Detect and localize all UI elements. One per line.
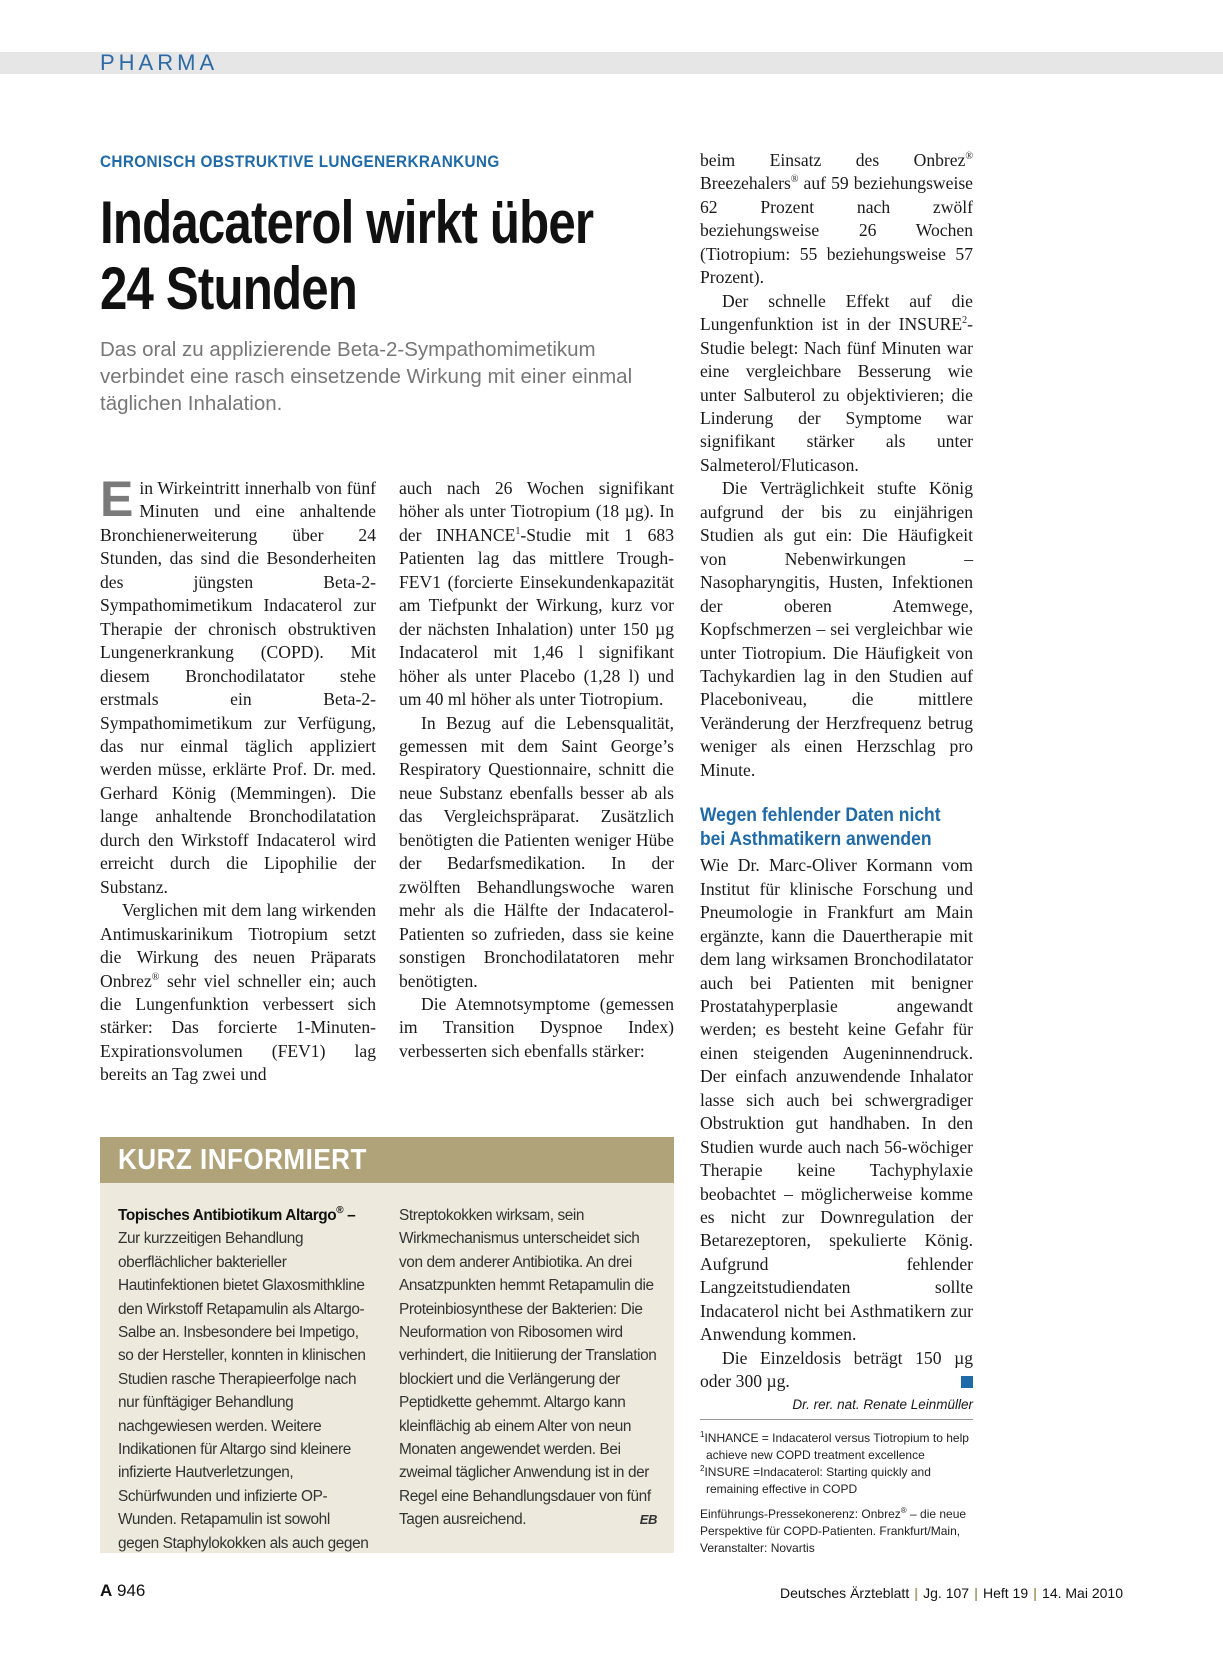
paragraph-dose (700, 1347, 973, 1394)
paragraph-comparison (100, 899, 376, 1087)
end-mark-icon (961, 1376, 973, 1388)
press-conference-note (700, 1506, 973, 1557)
title-line-2: 24 Stunden (100, 255, 357, 322)
body-column-3 (700, 149, 973, 1416)
registered-mark: ® (151, 971, 160, 983)
author-byline: Dr. rer. nat. Renate Leinmüller (792, 1396, 973, 1412)
page-number (100, 1580, 145, 1602)
paragraph-text: Breezehalers (700, 173, 791, 194)
paragraph-text: Die Atemnotsymptome (gemessen im Transition Dyspnoe Index) verbesserten sich ebenfalls stärker: (399, 993, 674, 1061)
footnote-text: INHANCE = Indacaterol versus Tiotropium to help achieve new COPD treatment excellence (704, 1431, 969, 1462)
separator: | (974, 1585, 978, 1601)
title-line-1: Indacaterol wirkt über (100, 189, 594, 256)
footnote-1 (700, 1430, 973, 1464)
registered-mark: ® (965, 151, 973, 162)
paragraph-tolerability: Die Verträglichkeit stufte König aufgrund der bis zu einjährigen Studien als gut ein: Die Häufigkeit von Nebenwirkungen – Nasopharyngitis, Husten, Infektionen der oberen Atemwege, Kopfschmerzen – sei vergleichbar wie unter Tiotropium. Die Häufigkeit von Tachykardien lag in den Studien auf Placeboniveau, die mittlere Veränderung der Herzfrequenz betrug weniger als einen Herzschlag pro Minute. (700, 478, 973, 780)
paragraph-text: auch nach 26 Wochen signifikant höher als unter Tiotropium (18 µg). In der INHANCE (399, 478, 674, 545)
body-column-1 (100, 471, 376, 1087)
body-column-2 (399, 477, 674, 1063)
paragraph-text: beim Einsatz des Onbrez (700, 150, 966, 170)
paragraph-text: auf 59 beziehungsweise 62 Prozent nach zwölf beziehungsweise 26 Wochen (Tiotropium: 55 beziehungsweise 57 Prozent). (700, 173, 973, 288)
paragraph-text: in Wirkeintritt innerhalb von fünf Minuten und eine anhaltende Bronchienerweiterung über 24 Stunden, das sind die Besonderheiten des jüngsten Beta-2-Sympathomimetikum Indacaterol zur Therapie der chronisch obstruktiven Lungenerkrankung (COPD). Mit diesem Bronchodilatator stehe erstmals ein Beta-2-Sympathomimetikum zur Verfügung, das nur einmal täglich appliziert werden müsse, erklärte Prof. Dr. med. Gerhard König (Memmingen). Die lange anhaltende Bronchodilatation durch den Wirkstoff Indacaterol wird erreicht durch die Lipophilie der Substanz. (100, 478, 376, 897)
footnotes (700, 1419, 973, 1557)
paragraph-text: sehr viel schneller ein; auch die Lungenfunktion verbessert sich stärker: Das forcierte 1-Minuten-Expirationsvolumen (FEV1) lag bereits an Tag zwei und (100, 970, 376, 1085)
paragraph-intro (100, 471, 376, 899)
footnote-text: INSURE =Indacaterol: Starting quickly and remaining effective in COPD (704, 1465, 931, 1496)
subheading-line-1: Wegen fehlender Daten nicht (700, 805, 941, 827)
footnote-number: 1 (700, 1430, 705, 1439)
registered-mark: ® (790, 174, 799, 186)
paragraph-asthma: Wie Dr. Marc-Oliver Kormann vom Institut für klinische Forschung und Pneumologie in Frankfurt am Main ergänzte, kann die Dauertherapie mit dem lang wirksamen Bronchodilatator auch bei Patienten mit benigner Prostatahyperplasie angewandt werden; es besteht keine Gefahr für einen steigenden Augeninnendruck. Der einfach anzuwendende Inhalator lasse sich auch bei schwergradiger Obstruktion gut handhaben. In den Studien wurde auch nach 56-wöchiger Therapie keine Tachyphylaxie beobachtet – möglicherweise komme es nicht zur Downregulation der Betarezeptoren, spekulierte König. Aufgrund fehlender Langzeitstudiendaten sollte Indacaterol nicht bei Asthmatikern zur Anwendung kommen. (700, 855, 973, 1345)
section-label: PHARMA (100, 50, 219, 75)
lead-text: Topisches Antibiotikum Altargo (118, 1207, 337, 1224)
page-prefix: A (100, 1581, 113, 1600)
article-kicker: CHRONISCH OBSTRUKTIVE LUNGENERKRANKUNG (100, 152, 500, 171)
article-title (100, 190, 625, 322)
note-text: – die neue Perspektive für COPD-Patienten. Frankfurt/Main, Veranstalter: Novartis (700, 1507, 967, 1555)
paragraph-dyspnoea-continued (700, 149, 973, 290)
journal-date: 14. Mai 2010 (1042, 1585, 1123, 1601)
info-box-title: KURZ INFORMIERT (118, 1144, 367, 1176)
footnote-ref-1: 1 (515, 525, 521, 537)
paragraph-dyspnoea (399, 993, 674, 1063)
paragraph-text: -Studie belegt: Nach fünf Minuten war eine vergleichbare Besserung wie unter Salbuterol zu objektivieren; die Linderung der Symptome war signifikant stärker als unter Salmeterol/Fluticason. (700, 314, 973, 475)
paragraph-text: Die Einzeldosis beträgt 150 µg oder 300 µg. (700, 1347, 973, 1392)
drop-cap: E (100, 471, 134, 527)
footnote-2 (700, 1464, 973, 1498)
lead-text: – (343, 1207, 356, 1224)
paragraph-text: Der schnelle Effekt auf die Lungenfunktion ist in der INSURE (700, 290, 973, 335)
section-subheading (700, 804, 951, 852)
info-box-column-1 (118, 1204, 372, 1555)
journal-issue: Heft 19 (982, 1585, 1029, 1601)
journal-name: Deutsches Ärzteblatt (780, 1585, 910, 1601)
separator: | (1033, 1585, 1038, 1601)
paragraph-continued (399, 477, 674, 712)
journal-info (780, 1583, 1123, 1603)
note-text: Einführungs-Pressekonerenz: Onbrez (700, 1507, 901, 1521)
paragraph-text: -Studie mit 1 683 Patienten lag das mittlere Trough-FEV1 (forcierte Einsekundenkapazität am Tiefpunkt der Wirkung, kurz vor der nächsten Inhalation) unter 150 µg Indacaterol mit 1,46 l signifikant höher als unter Placebo (1,28 l) und um 40 ml höher als unter Tiotropium. (399, 524, 674, 710)
page-number-value: 946 (117, 1581, 146, 1600)
paragraph-fast-effect (700, 290, 973, 478)
info-box-column-2 (399, 1204, 657, 1532)
info-box-lead (118, 1207, 355, 1224)
subheading-line-2: bei Asthmatikern anwenden (700, 829, 932, 851)
registered-mark: ® (900, 1506, 907, 1515)
paragraph-quality-of-life: In Bezug auf die Lebensqualität, gemessen mit dem Saint George’s Respiratory Questionnaire, schnitt die neue Substanz ebenfalls besser ab als das Vergleichspräparat. Zusätzlich benötigten die Patienten weniger Hübe der Bedarfsmedikation. In der zwölften Behandlungswoche waren mehr als die Hälfte der Indacaterol-Patienten so zufrieden, dass sie keine sonstigen Bronchodilatatoren mehr benötigten. (399, 712, 674, 991)
info-box-initials: EB (639, 1512, 657, 1528)
info-box-text: Streptokokken wirksam, sein Wirkmechanismus unterscheidet sich von dem anderer Antibiotika. An drei Ansatzpunkten hemmt Retapamulin die Proteinbiosynthese der Bakterien: Die Neuformation von Ribosomen wird verhindert, die Initiierung der Translation blockiert und die Verlängerung der Peptidkette gehemmt. Altargo kann kleinflächig ab einem Alter von neun Monaten angewendet werden. Bei zweimal täglicher Anwendung ist in der Regel eine Behandlungsdauer von fünf Tagen ausreichend. (399, 1207, 657, 1529)
article-subtitle: Das oral zu applizierende Beta-2-Sympathomimetikum verbindet eine rasch einsetzende Wirkung mit einer einmal täglichen Inhalation. (100, 338, 633, 415)
footnote-number: 2 (700, 1464, 705, 1473)
paragraph-text: Verglichen mit dem lang wirkenden Antimuskarinikum Tiotropium setzt die Wirkung des neuen Präparats Onbrez (100, 900, 376, 991)
info-box-text: Zur kurzzeitigen Behandlung oberflächlicher bakterieller Hautinfektionen bietet Glaxosmithkline den Wirkstoff Retapamulin als Altargo-Salbe an. Insbesondere bei Impetigo, so der Hersteller, konnten in klinischen Studien rasche Therapieerfolge nach nur fünftägiger Behandlung nachgewiesen werden. Weitere Indikationen für Altargo sind kleinere infizierte Hautverletzungen, Schürfwunden und infizierte OP-Wunden. Retapamulin ist sowohl gegen Staphylokokken als auch gegen (118, 1230, 369, 1552)
separator: | (914, 1585, 919, 1601)
journal-volume: Jg. 107 (923, 1585, 970, 1601)
registered-mark: ® (336, 1205, 344, 1216)
footnote-ref-2: 2 (962, 315, 968, 327)
